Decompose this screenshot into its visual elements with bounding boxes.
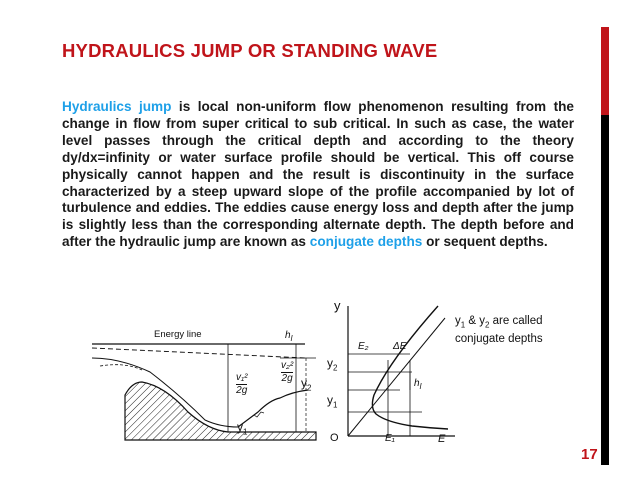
accent-bar-black	[601, 115, 609, 465]
axis-y-label: y	[334, 298, 341, 313]
origin-label: O	[330, 432, 339, 444]
depth-y2-label-right: $y_2$	[327, 356, 338, 373]
depth-y2-label-left: $y_2$	[301, 376, 312, 393]
body-paragraph	[62, 99, 574, 251]
page-number: 17	[581, 446, 598, 463]
e1-label: E₁	[385, 433, 395, 444]
spillway	[125, 382, 316, 440]
depth-y1-label-left: $y_1$	[237, 420, 248, 437]
head-loss-label-right: $h_l$	[414, 378, 422, 391]
jump-profile	[238, 390, 308, 427]
energy-line-label: Energy line	[154, 329, 202, 340]
delta-e-label: ΔE	[393, 341, 407, 352]
term-hydraulics-jump: Hydraulics jump	[62, 99, 172, 114]
velocity-head-v2: v₂² 2g	[281, 360, 294, 384]
paragraph-text-1: is local non-uniform flow phenomenon resulting from the change in flow from super critical to sub critical. In such as case, the water level passes through the critical depth and according to the theory dy/dx=infinity or water surface profile should be vertical. This off course physically cannot happen and the result is discontinuity in the surface characterized by a steep upward slope of the profile accompanied by lot of turbulence and eddies. The eddies cause energy loss and depth after the jump is slightly less than the corresponding alternate depth. The depth before and after the hydraulic jump are known as	[62, 99, 574, 250]
e2-label: E₂	[358, 341, 369, 352]
e-axis-label: E	[438, 433, 446, 445]
head-loss-label-left: $h_l$	[285, 330, 293, 343]
conjugate-depths-note: $y_1$ & $y_2$ are called conjugate depths	[455, 315, 543, 346]
specific-energy-figure	[330, 300, 460, 450]
velocity-head-v1: v₁² 2g	[236, 372, 248, 396]
accent-bar-red	[601, 27, 609, 115]
slide-title: HYDRAULICS JUMP OR STANDING WAVE	[62, 40, 438, 61]
paragraph-text-2: or sequent depths.	[422, 234, 548, 250]
depth-y1-label-right: $y_1$	[327, 393, 338, 410]
term-conjugate-depths: conjugate depths	[309, 234, 423, 250]
